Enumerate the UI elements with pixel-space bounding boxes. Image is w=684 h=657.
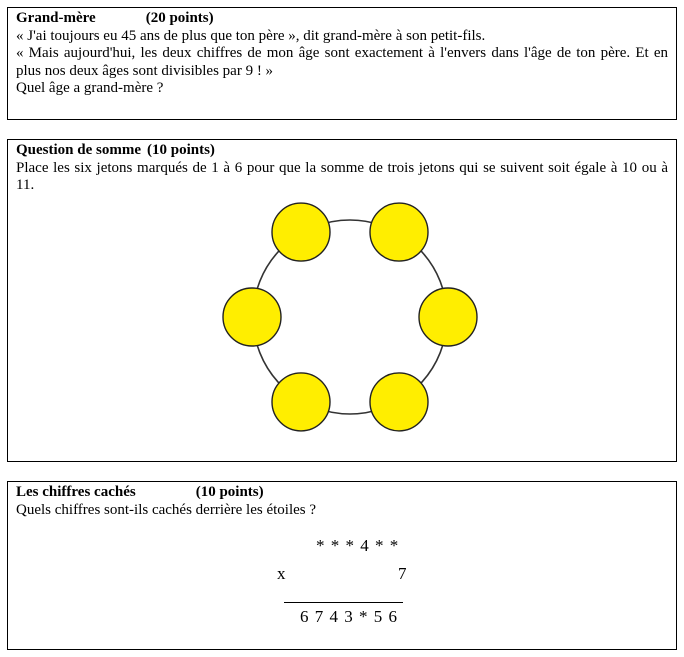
token [272,373,330,431]
problem-grand-mere [7,7,677,120]
multiplier: 7 [398,564,408,583]
multiply-operator: x [277,564,287,583]
problem-text-line: « Mais aujourd'hui, les deux chiffres de mon âge sont exactement à l'envers dans l'âge de ton père. Et en plus nos deux âges sont divisibles par 9 ! » [16,45,668,79]
problem-points: (10 points) [195,484,264,500]
result-line [284,602,403,603]
problem-title-row [16,142,668,160]
token-ring-diagram [220,200,480,440]
problem-title: Grand-mère [16,10,96,26]
token [370,373,428,431]
multiplication [8,482,678,651]
problem-chiffres-caches [7,481,677,650]
token [223,288,281,346]
problem-text: Place les six jetons marqués de 1 à 6 pour que la somme de trois jetons qui se suivent soit égale à 10 ou à 11. [16,159,668,193]
problem-text-line: « J'ai toujours eu 45 ans de plus que ton père », dit grand-mère à son petit-fils. [16,27,486,44]
problem-question-de-somme [7,139,677,462]
problem-title: Question de somme [16,142,141,158]
problem-question: Quels chiffres sont-ils cachés derrière les étoiles ? [16,501,317,518]
problem-points: (10 points) [147,142,215,158]
problem-question: Quel âge a grand-mère ? [16,80,164,96]
token [419,288,477,346]
problem-title: Les chiffres cachés [16,484,136,500]
token [370,203,428,261]
product-result: 6 7 4 3 * 5 6 [300,607,398,626]
problem-title-row [16,10,668,28]
problem-points: (20 points) [145,10,214,26]
multiplicand: * * * 4 * * [316,536,400,555]
token [272,203,330,261]
